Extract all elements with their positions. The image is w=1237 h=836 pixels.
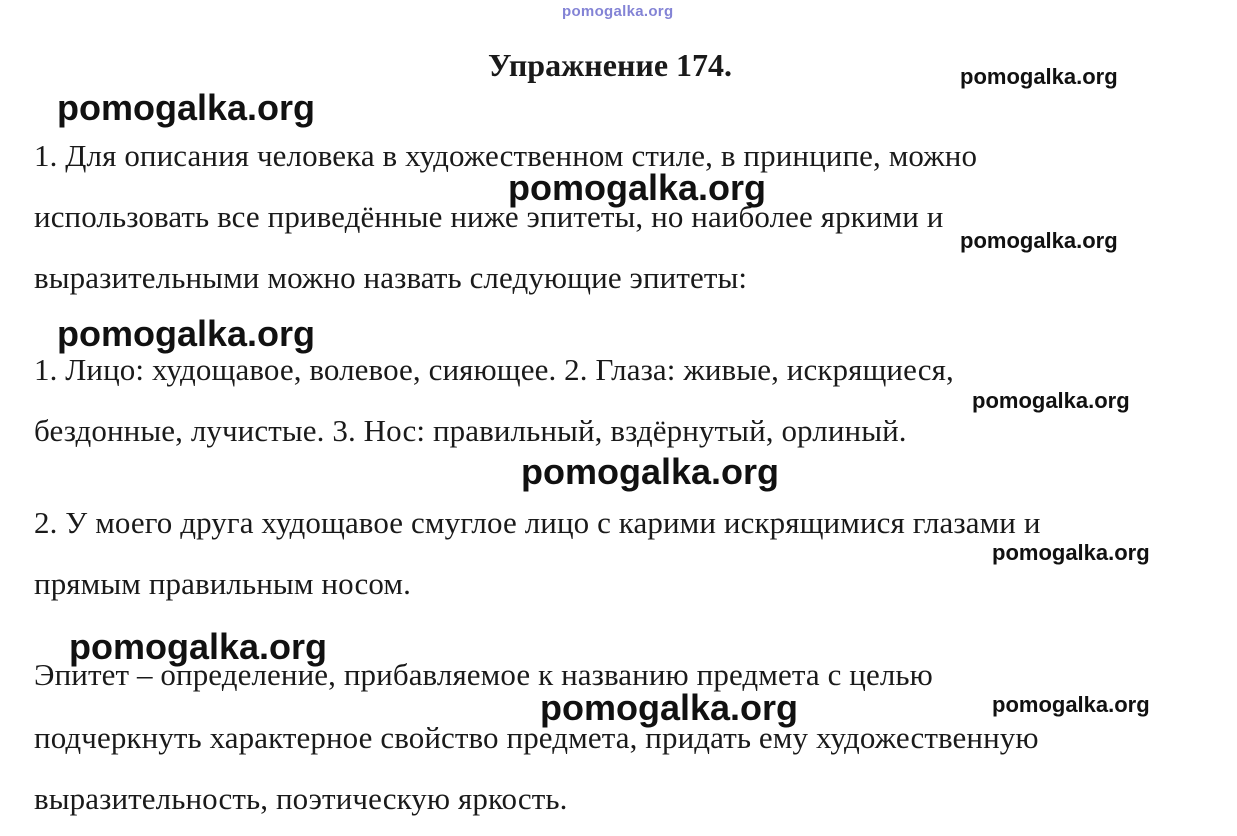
watermark: pomogalka.org [992,540,1150,565]
paragraph-4-line-1: Эпитет – определение, прибавляемое к названию предмета с целью [34,657,933,692]
watermark: pomogalka.org [508,167,767,208]
watermark: pomogalka.org [960,64,1118,89]
paragraph-3-line-2: прямым правильным носом. [34,566,411,601]
watermark: pomogalka.org [57,313,316,354]
watermark: pomogalka.org [57,87,316,128]
watermark-top: pomogalka.org [562,3,674,20]
watermark: pomogalka.org [521,451,780,492]
paragraph-1-line-1: 1. Для описания человека в художественном стиле, в принципе, можно [34,138,978,173]
watermark: pomogalka.org [69,626,328,667]
paragraph-2-line-2: бездонные, лучистые. 3. Нос: правильный, вздёрнутый, орлиный. [34,413,907,448]
paragraph-4-line-3: выразительность, поэтическую яркость. [34,781,568,816]
paragraph-3-line-1: 2. У моего друга худощавое смуглое лицо с карими искрящимися глазами и [34,505,1041,540]
watermark: pomogalka.org [992,692,1150,717]
paragraph-1-line-3: выразительными можно назвать следующие эпитеты: [34,260,748,295]
watermark: pomogalka.org [540,687,799,728]
watermark: pomogalka.org [972,388,1130,413]
watermark: pomogalka.org [960,228,1118,253]
paragraph-4-line-2: подчеркнуть характерное свойство предмета, придать ему художественную [34,720,1039,755]
paragraph-1-line-2: использовать все приведённые ниже эпитеты, но наиболее яркими и [34,199,944,234]
exercise-title: Упражнение 174. [488,47,733,83]
paragraph-2-line-1: 1. Лицо: худощавое, волевое, сияющее. 2. Глаза: живые, искрящиеся, [34,352,954,387]
